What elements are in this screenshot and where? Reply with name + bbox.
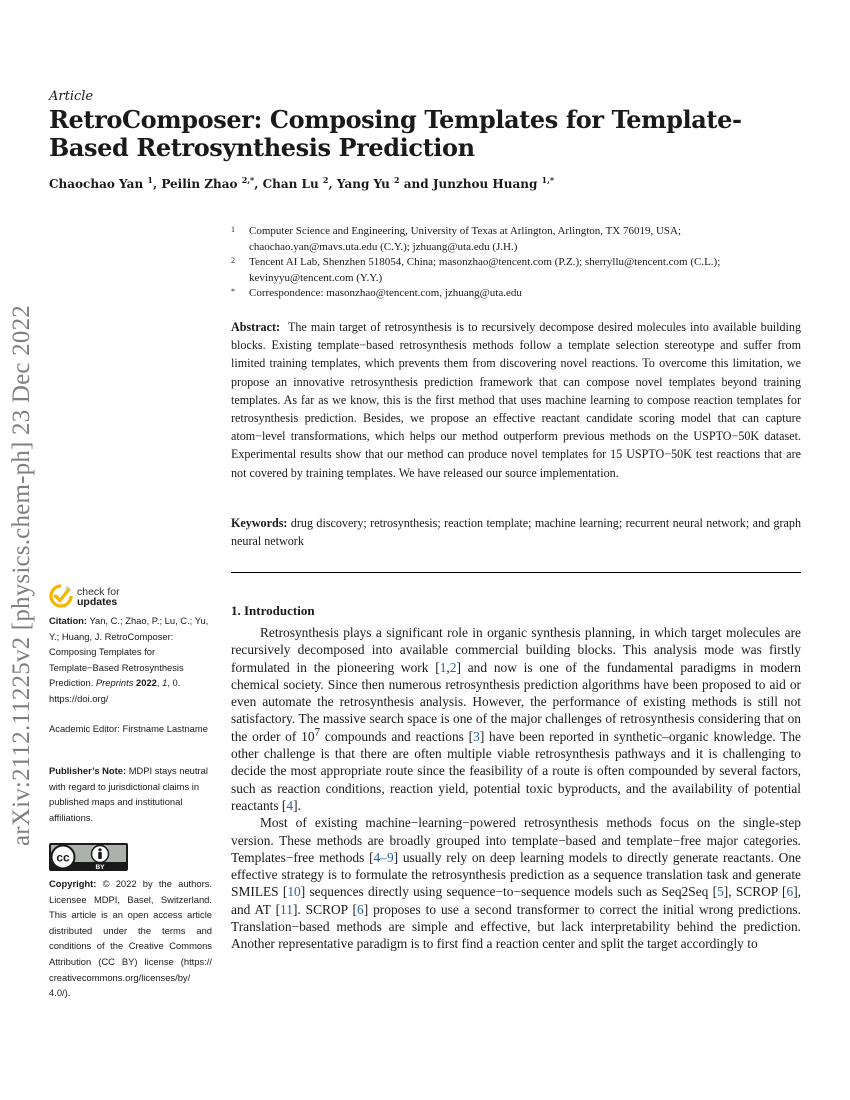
paper-title: RetroComposer: Composing Templates for Template-Based Retrosynthesis Prediction [49,105,742,162]
cc-by-license-icon[interactable] [49,843,128,871]
abstract-text: The main target of retrosynthesis is to recursively decompose desired molecules into available building blocks. Existing template−based retrosynthesis methods follow a template selection stereotype and suffer from limited training templates, which prevents them from discovering novel reactions. To overcome this limitation, we propose an innovative retrosynthesis prediction framework that can compose novel templates beyond training templates. As far as we know, this is the first method that uses machine learning to compose reaction templates for retrosynthesis prediction. Besides, we propose an effective reactant candidate scoring model that can capture atom−level transformations, which helps our method outperform previous methods on the USPTO−50K dataset. Experimental results show that our method can produce novel templates for 15 USPTO−50K test reactions that are not covered by training templates. We have released our source implementation. [231,320,801,480]
keywords-text: drug discovery; retrosynthesis; reaction template; machine learning; recurrent neural network; and graph neural network [231,516,801,549]
author-name: Chan Lu [262,177,319,191]
author-name: Junzhou Huang [432,177,538,191]
affiliation-item: 1 Computer Science and Engineering, University of Texas at Arlington, Arlington, TX 76019, USA; chaochao.yan@mavs.uta.edu (C.Y.); jzhuang@uta.edu (J.H.) [231,225,682,253]
citation-link[interactable]: 6 [786,884,794,900]
citation-link[interactable]: 1 [439,659,447,675]
author-affiliation-mark: 2,* [241,175,255,185]
author-name: Yang Yu [336,177,390,191]
citation-link[interactable]: 10 [287,884,301,900]
copyright-block: Copyright: © 2022 by the authors. Licensee MDPI, Basel, Switzerland. This article is an open access article distributed under the terms and conditions of the Creative Commons Attribution (CC BY) license (https:// creativecommons.org/licenses/by/ 4.0/). [49,878,212,999]
author-name: Chaochao Yan [49,177,144,191]
citation-link[interactable]: 2 [449,659,457,675]
affiliations [231,224,801,302]
citation-link[interactable]: 5 [717,884,724,900]
author-name: Peilin Zhao [161,177,238,191]
keywords-label: Keywords: [231,516,288,530]
arxiv-stamp: arXiv:2112.11225v2 [physics.chem-ph] 23 Dec 2022 [8,305,35,846]
author-affiliation-mark: 2 [322,175,329,185]
correspondence-item: * Correspondence: masonzhao@tencent.com, jzhuang@uta.edu [231,287,522,299]
svg-text:BY: BY [95,864,105,871]
keywords [231,514,801,550]
introduction-text [231,624,801,953]
abstract [231,318,801,482]
doi-link[interactable]: https://doi.org/ [49,692,109,704]
section-heading: 1. Introduction [231,603,315,618]
citation-block: Citation: Yan, C.; Zhao, P.; Lu, C.; Yu, Y.; Huang, J. RetroComposer: Composing Templates for Template−Based Retrosynthesis Prediction. Preprints 2022, 1, 0. https://doi.org/ [49,615,209,704]
author-affiliation-mark: 2 [393,175,400,185]
citation-link[interactable]: 4 [286,797,294,813]
citation-link[interactable]: 6 [357,901,364,917]
author-affiliation-mark: 1,* [541,175,555,185]
section-divider [231,572,801,573]
check-for-updates-badge[interactable]: check for updates [49,583,120,611]
check-updates-icon [49,584,73,610]
author-affiliation-mark: 1 [147,175,153,185]
article-type: Article [49,89,94,104]
citation-link[interactable]: 3 [473,728,480,744]
author-list: Chaochao Yan $^1$, Peilin Zhao $^{2,*}$, Chan Lu $^2$, Yang Yu $^2$ and Junzhou Huang $^{1,*}$ [49,175,555,191]
academic-editor: Academic Editor: Firstname Lastname [49,723,208,734]
citation-label: Citation: [49,615,88,626]
paragraph: Retrosynthesis plays a significant role in organic synthesis planning, in which target molecules are recursively decomposed into available commercial building blocks. This analysis mode was firstly formulated in the pioneering work [1,2] and now is one of the fundamental paradigms in modern chemical society. Since then numerous retrosynthesis prediction algorithms have been proposed to aid or even automate the retrosynthesis analysis. However, the performance of existing methods is still not satisfactory. The massive search space is one of the major challenges of retrosynthesis considering that on the order of $10^7$ compounds and reactions [3] have been reported in synthetic–organic knowledge. The other challenge is that there are often multiple viable retrosynthesis pathways and it is challenging to decide the most appropriate route since the feasibility of a route is often compounded by several factors, such as reaction conditions, reaction yield, potential toxic byproducts, and the availability of potential reactants [4]. [231,625,801,813]
affiliation-item: 2 Tencent AI Lab, Shenzhen 518054, China; masonzhao@tencent.com (P.Z.); sherryllu@tencent.com (C.L.); kevinyyu@tencent.com (Y.Y.) [231,256,721,284]
citation-link[interactable]: 11 [280,901,293,917]
svg-text:cc: cc [56,850,70,865]
abstract-label: Abstract: [231,320,281,334]
paragraph: Most of existing machine−learning−powered retrosynthesis methods focus on the single-step version. These methods are broadly grouped into template−based and template−free major categories. Templates−free methods [4–9] usually rely on deep learning models to directly generate reactants. One effective strategy is to formulate the retrosynthesis prediction as a sequence translation task and generate SMILES [10] sequences directly using sequence−to−sequence models such as Seq2Seq [5], SCROP [6], and AT [11]. SCROP [6] proposes to use a second transformer to correct the initial wrong predictions. Translation−based methods are simple and effective, but lack interpretability behind the prediction. Another representative paradigm is to first find a reaction center and split the target accordingly to [231,815,801,952]
citation-link[interactable]: 4–9 [373,849,394,865]
publisher-note: Publisher’s Note: MDPI stays neutral with regard to jurisdictional claims in published maps and institutional affiliations. [49,765,208,823]
